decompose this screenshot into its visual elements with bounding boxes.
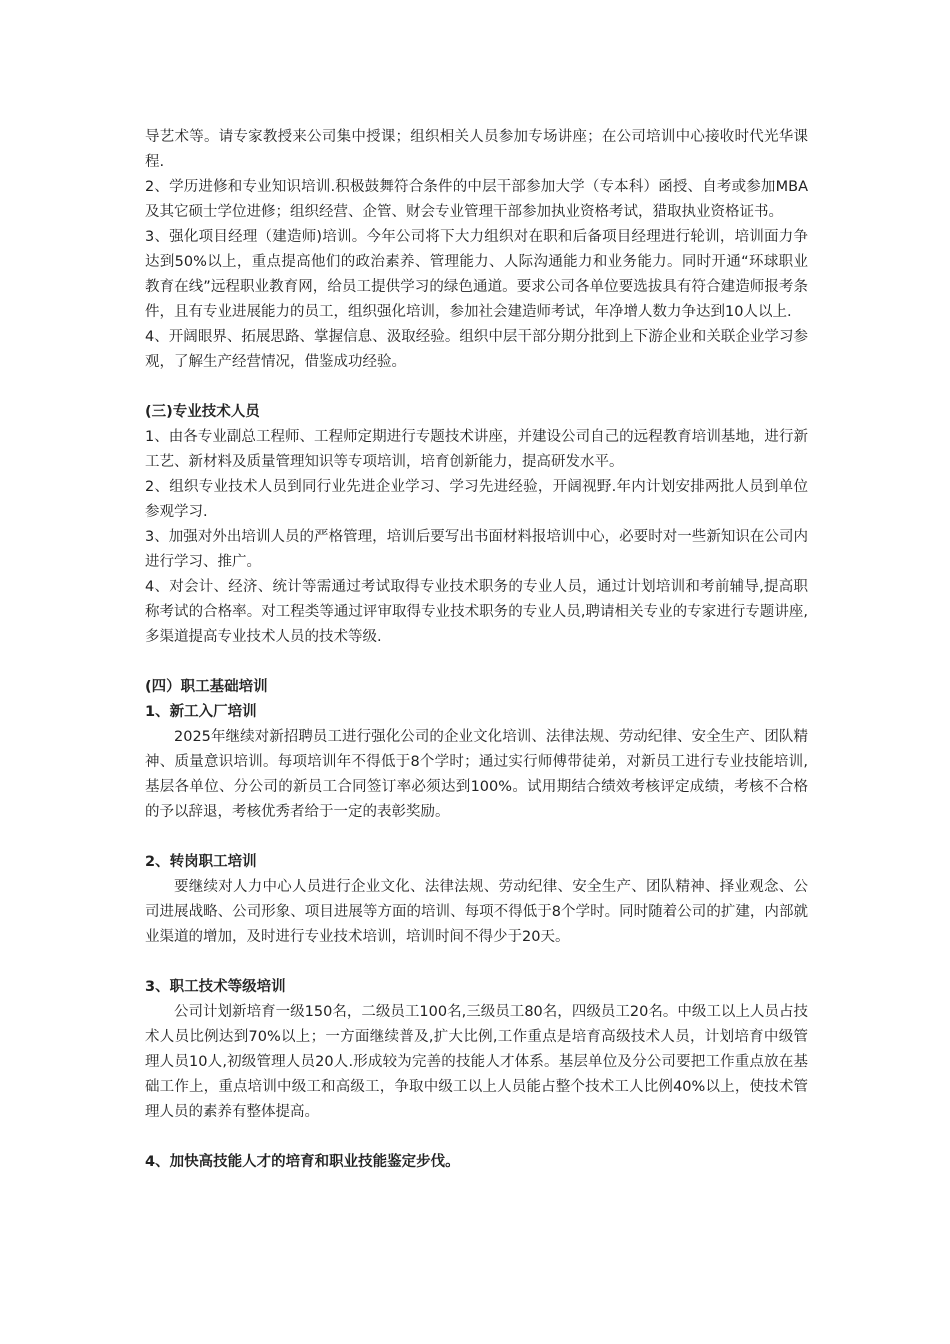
- paragraph: 导艺术等。请专家教授来公司集中授课；组织相关人员参加专场讲座；在公司培训中心接收时代光华课程.: [145, 129, 808, 170]
- paragraph: 2、学历进修和专业知识培训.积极鼓舞符合条件的中层干部参加大学（专本科）函授、自考或参加MBA及其它硕士学位进修；组织经营、企管、财会专业管理干部参加执业资格考试，猎取执业资格证书。: [145, 179, 808, 220]
- spacer: [145, 1125, 808, 1150]
- paragraph: 4、对会计、经济、统计等需通过考试取得专业技术职务的专业人员，通过计划培训和考前辅导,提高职称考试的合格率。对工程类等通过评审取得专业技术职务的专业人员,聘请相关专业的专家进行专题讲座,多渠道提高专业技术人员的技术等级.: [145, 579, 808, 645]
- spacer: [145, 375, 808, 400]
- paragraph: 4、开阔眼界、拓展思路、掌握信息、汲取经验。组织中层干部分期分批到上下游企业和关联企业学习参观，了解生产经营情况，借鉴成功经验。: [145, 329, 808, 370]
- spacer: [145, 825, 808, 850]
- paragraph: 1、由各专业副总工程师、工程师定期进行专题技术讲座，并建设公司自己的远程教育培训基地，进行新工艺、新材料及质量管理知识等专项培训，培育创新能力，提高研发水平。: [145, 429, 808, 470]
- section-heading: (三)专业技术人员: [145, 404, 260, 420]
- spacer: [145, 950, 808, 975]
- subsection-heading: 2、转岗职工培训: [145, 854, 257, 870]
- section-heading: (四）职工基础培训: [145, 679, 268, 695]
- paragraph: 公司计划新培育一级150名，二级员工100名,三级员工80名，四级员工20名。中级工以上人员占技术人员比例达到70%以上；一方面继续普及,扩大比例,工作重点是培育高级技术人员，计划培育中级管理人员10人,初级管理人员20人.形成较为完善的技能人才体系。基层单位及分公司要把工作重点放在基础工作上，重点培训中级工和高级工，争取中级工以上人员能占整个技术工人比例40%以上，使技术管理人员的素养有整体提高。: [145, 1004, 808, 1120]
- paragraph: 3、加强对外出培训人员的严格管理，培训后要写出书面材料报培训中心，必要时对一些新知识在公司内进行学习、推广。: [145, 529, 808, 570]
- spacer: [145, 650, 808, 675]
- paragraph: 2、组织专业技术人员到同行业先进企业学习、学习先进经验，开阔视野.年内计划安排两批人员到单位参观学习.: [145, 479, 808, 520]
- paragraph: 要继续对人力中心人员进行企业文化、法律法规、劳动纪律、安全生产、团队精神、择业观念、公司进展战略、公司形象、项目进展等方面的培训、每项不得低于8个学时。同时随着公司的扩建，内部就业渠道的增加，及时进行专业技术培训，培训时间不得少于20天。: [145, 879, 808, 945]
- subsection-heading: 4、加快高技能人才的培育和职业技能鉴定步伐。: [145, 1154, 460, 1170]
- subsection-heading: 1、新工入厂培训: [145, 704, 257, 720]
- document-body: [145, 125, 808, 1175]
- paragraph: 3、强化项目经理（建造师)培训。今年公司将下大力组织对在职和后备项目经理进行轮训，培训面力争达到50%以上，重点提高他们的政治素养、管理能力、人际沟通能力和业务能力。同时开通“环球职业教育在线”远程职业教育网，给员工提供学习的绿色通道。要求公司各单位要选拔具有符合建造师报考条件，且有专业进展能力的员工，组织强化培训，参加社会建造师考试，年净增人数力争达到10人以上.: [145, 229, 808, 320]
- paragraph: 2025年继续对新招聘员工进行强化公司的企业文化培训、法律法规、劳动纪律、安全生产、团队精神、质量意识培训。每项培训年不得低于8个学时；通过实行师傅带徒弟，对新员工进行专业技能培训,基层各单位、分公司的新员工合同签订率必须达到100%。试用期结合绩效考核评定成绩，考核不合格的予以辞退，考核优秀者给于一定的表彰奖励。: [145, 729, 808, 820]
- subsection-heading: 3、职工技术等级培训: [145, 979, 286, 995]
